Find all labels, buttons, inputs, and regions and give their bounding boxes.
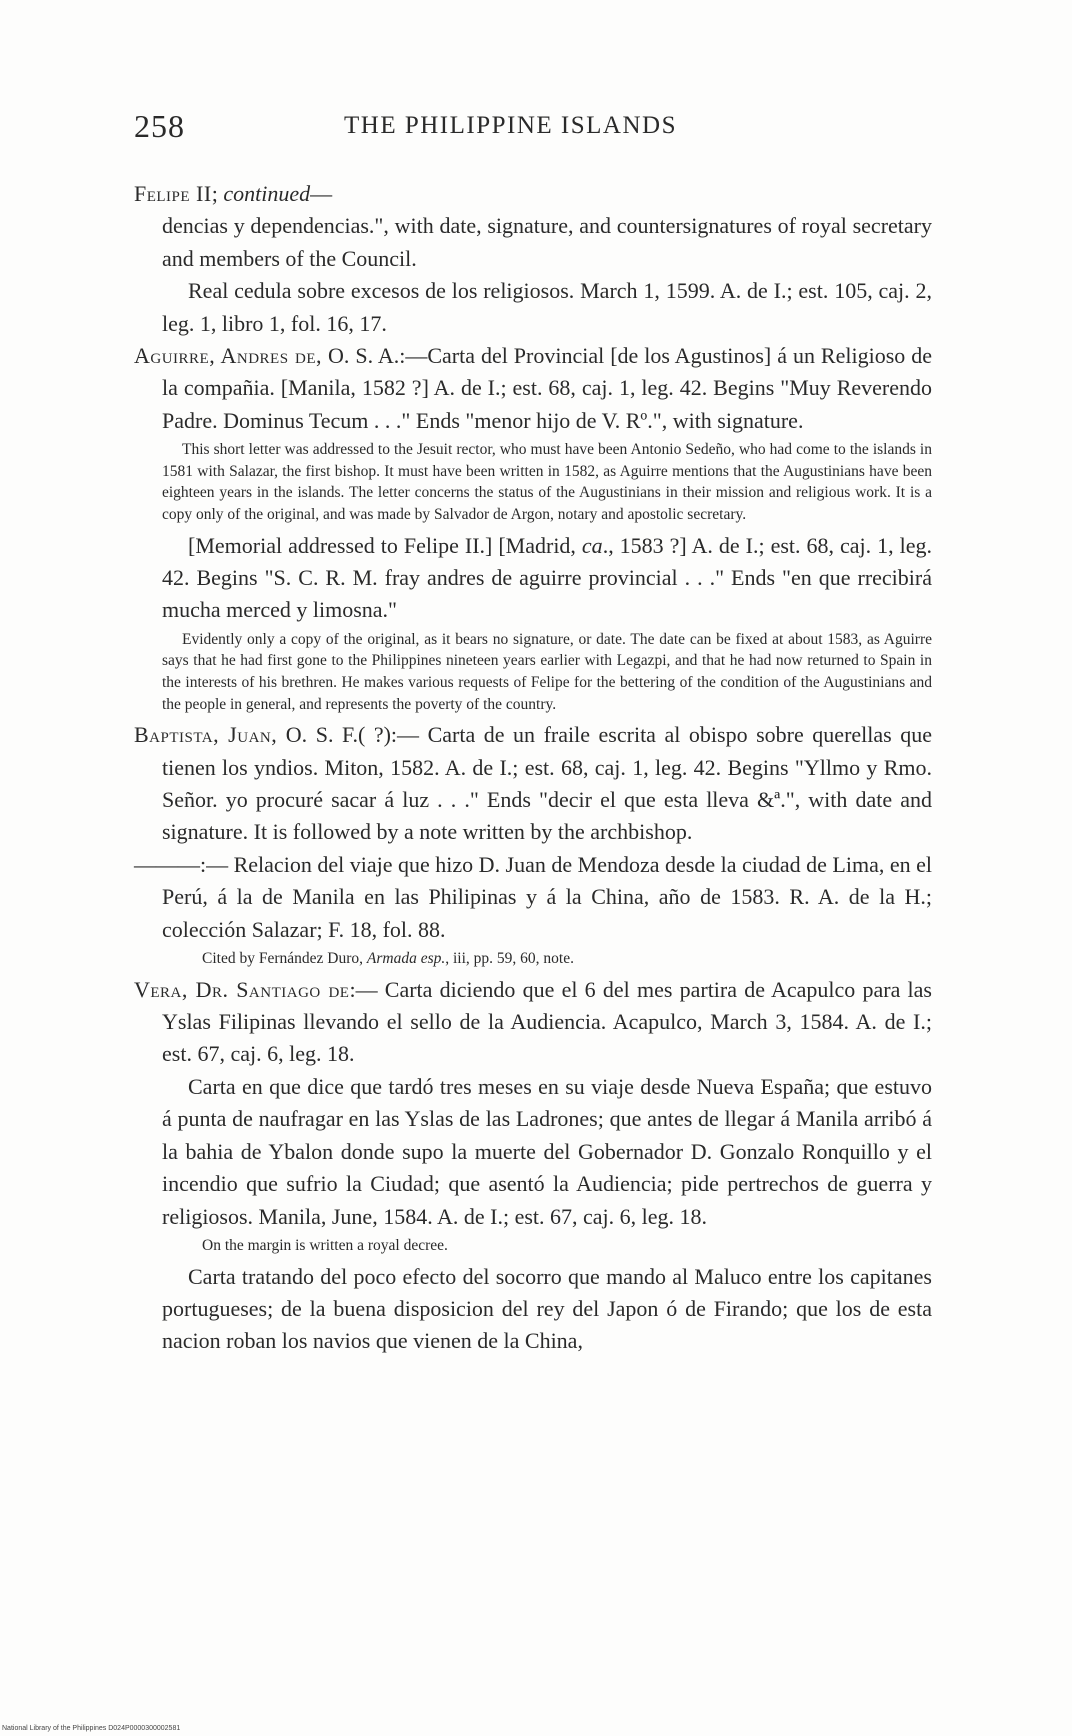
entry-paragraph: Carta en que dice que tardó tres meses en su viaje desde Nueva España; que estuvo á punta de naufragar en las Yslas de las Ladrones; que antes de llegar á Manila arribó á la bahia de Ybalon donde supo la muerte del Gobernador D. Gonzalo Ronquillo y el incendio que sufrio la Ciudad; que asentó la Audiencia; pide pertrechos de guerra y religiosos. Manila, June, 1584. A. de I.; est. 67, caj. 6, leg. 18.: [162, 1073, 932, 1229]
ditto-dash: ———: [134, 851, 200, 877]
note-text-italic: Armada esp.: [366, 950, 446, 968]
entry-vera: [134, 974, 932, 1071]
page-header: [134, 108, 934, 148]
entry-continuation: dencias y dependencias.", with date, signature, and countersignatures of royal secretary and members of the Council.: [162, 213, 932, 271]
note-text: , iii, pp. 59, 60, note.: [445, 950, 574, 968]
scan-footer: National Library of the Philippines D024P0000300002581: [2, 1725, 181, 1732]
entry-name: Vera, Dr. Santiago de: [134, 976, 350, 1002]
entry-relacion: [134, 849, 932, 946]
entry-note: Evidently only a copy of the original, as it bears no signature, or date. The date can be fixed at about 1583, as Aguirre says that he had first gone to the Philippines nineteen years earlier with Legazpi, and that he had now returned to Spain in the interests of his brethren. He makes various requests of Felipe for the bettering of the condition of the Augustinians and the people in general, and represents the poverty of the country.: [162, 630, 932, 713]
entry-text: O. S. A.:—Carta del Provincial [de los Agustinos] á un Religioso de la compañia. [Manila, 1582 ?] A. de I.; est. 68, caj. 1, leg. 42. Begins "Muy Reverendo Padre. Dominus Tecum . . ." Ends "menor hijo de V. Rº.", with signature.: [162, 343, 932, 433]
entry-text: O. S. F.( ?):— Carta de un fraile escrita al obispo sobre querellas que tienen los yndios. Miton, 1582. A. de I.; est. 68, caj. 1, leg. 42. Begins "Yllmo y Rmo. Señor. yo procuré sacar á luz . . ." Ends "decir el que esta lleva &ª.", with date and signature. It is followed by a note written by the archbishop.: [162, 722, 933, 845]
page-number: 258: [134, 108, 185, 144]
entry-name: Felipe II: [134, 181, 212, 206]
entry-note-citation: [134, 948, 932, 970]
entry-name: Baptista, Juan,: [134, 722, 278, 748]
entry-paragraph: Carta tratando del poco efecto del socorro que mando al Maluco entre los capitanes portugueses; de la buena disposicion del rey del Japon ó de Firando; que los de esta nacion roban los navios que vienen de la China,: [162, 1263, 932, 1354]
entry-heading-felipe: [134, 178, 932, 210]
entry-note: On the margin is written a royal decree.: [202, 1236, 448, 1254]
entry-punctuation: ;: [211, 181, 224, 206]
entry-text: ., 1583 ?] A. de I.; est. 68, caj. 1, leg. 42. Begins "S. C. R. M. fray andres de aguirre provincial . . ." Ends "en que rrecibirá mucha merced y limosna.": [162, 532, 932, 623]
entry-paragraph: Real cedula sobre excesos de los religiosos. March 1, 1599. A. de I.; est. 105, caj. 2, leg. 1, libro 1, fol. 16, 17.: [162, 278, 932, 336]
entry-baptista: [134, 719, 932, 849]
entry-text-italic: ca: [581, 532, 603, 558]
continued-label: continued: [223, 181, 311, 206]
running-title: THE PHILIPPINE ISLANDS: [344, 112, 677, 139]
entry-text: :— Relacion del viaje que hizo D. Juan de Mendoza desde la ciudad de Lima, en el Perú, á la de Manila en las Philipinas y á la China, año de 1583. R. A. de la H.; colección Salazar; F. 18, fol. 88.: [162, 851, 932, 942]
entry-note: This short letter was addressed to the Jesuit rector, who must have been Antonio Sedeño, who had come to the islands in 1581 with Salazar, the first bishop. It must have been written in 1582, as Aguirre mentions that the Augustinians have been eighteen years in the islands. The letter concerns the status of the Augustinians in their mission and religious work. It is a copy only of the original, and was made by Salvador de Argon, notary and apostolic secretary.: [162, 441, 932, 524]
page-body: [134, 178, 932, 1358]
note-text: Cited by Fernández Duro,: [202, 950, 367, 968]
entry-dash: —: [310, 181, 333, 206]
entry-aguirre: [134, 340, 932, 437]
entry-text: :— Carta diciendo que el 6 del mes partira de Acapulco para las Yslas Filipinas llevando el sello de la Audiencia. Acapulco, March 3, 1584. A. de I.; est. 67, caj. 6, leg. 18.: [162, 976, 932, 1067]
entry-text: [Memorial addressed to Felipe II.] [Madrid,: [188, 532, 582, 558]
entry-paragraph-memorial: [134, 530, 932, 627]
entry-name: Aguirre, Andres de,: [134, 343, 323, 369]
